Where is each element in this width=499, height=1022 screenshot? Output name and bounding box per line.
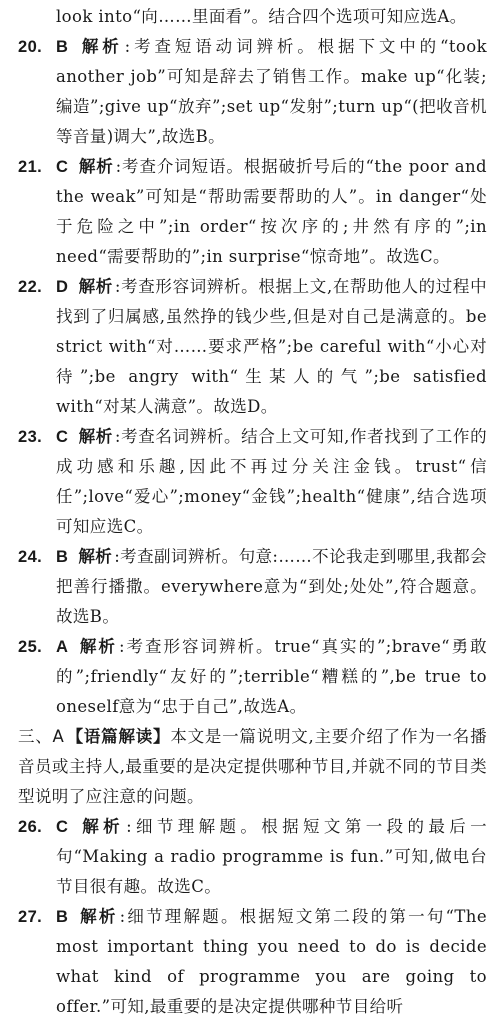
item-answer: B (56, 548, 69, 566)
item-answer: C (56, 818, 69, 836)
item-text: :考查名词辨析。结合上文可知,作者找到了工作的成功感和乐趣,因此不再过分关注金钱。trust“信任”;love“爱心”;money“金钱”;health“健康”,结合选项可知应选C。 (56, 427, 487, 536)
item-answer: C (56, 428, 69, 446)
answer-item-25 (18, 632, 487, 722)
item-body (56, 812, 487, 902)
item-number: 20. (18, 38, 43, 56)
item-label: 解析 (78, 547, 113, 566)
item-number: 22. (18, 278, 43, 296)
answer-item-24 (18, 542, 487, 632)
answer-item-27 (18, 902, 487, 1022)
item-number: 21. (18, 158, 43, 176)
item-label: 解析 (78, 37, 123, 56)
item-label: 解析 (78, 157, 114, 176)
item-text: :细节理解题。根据短文第一段的最后一句“Making a radio programme is fun.”可知,做电台节目很有趣。故选C。 (56, 817, 487, 896)
item-answer: A (56, 638, 69, 656)
section-passage-summary (18, 722, 487, 812)
item-body (56, 542, 487, 632)
item-text: :考查副词辨析。句意:……不论我走到哪里,我都会把善行播撒。everywhere意为“到处;处处”,符合题意。故选B。 (56, 547, 487, 626)
item-label: 解析 (78, 637, 117, 656)
item-answer: B (56, 908, 69, 926)
item-body (56, 422, 487, 542)
intro-text: look into“向……里面看”。结合四个选项可知应选A。 (56, 7, 467, 26)
item-answer: D (56, 278, 69, 296)
item-label: 解析 (78, 907, 118, 926)
answer-item-22 (18, 272, 487, 422)
section-title: 【语篇解读】 (66, 727, 171, 746)
item-number: 25. (18, 638, 43, 656)
item-label: 解析 (78, 817, 125, 836)
section-marker: 三、A (18, 727, 65, 746)
item-text: :考查形容词辨析。true“真实的”;brave“勇敢的”;friendly“友好的”;terrible“糟糕的”,be true to oneself意为“忠于自己”,故选A。 (56, 637, 487, 716)
section-text: 本文是一篇说明文,主要介绍了作为一名播音员或主持人,最重要的是决定提供哪种节目,并就不同的节目类型说明了应注意的问题。 (18, 727, 487, 806)
item-number: 27. (18, 908, 43, 926)
item-text: :细节理解题。根据短文第二段的第一句“The most important thing you need to do is decide what kind of programme you are going to offer.”可知,最重要的是决定提供哪种节目给听 (56, 907, 487, 1016)
item-number: 23. (18, 428, 43, 446)
item-label: 解析 (78, 427, 113, 446)
item-text: :考查形容词辨析。根据上文,在帮助他人的过程中找到了归属感,虽然挣的钱少些,但是对自己是满意的。be strict with“对……要求严格”;be careful with“小心对待”;be angry with“生某人的气”;be satisfied with“对某人满意”。故选D。 (56, 277, 487, 416)
item-answer: B (56, 38, 69, 56)
answer-item-20 (18, 32, 487, 152)
intro-continuation (18, 2, 487, 32)
item-text: :考查介词短语。根据破折号后的“the poor and the weak”可知是“帮助需要帮助的人”。in danger“处于危险之中”;in order“按次序的;井然有序的”;in need“需要帮助的”;in surprise“惊奇地”。故选C。 (56, 157, 487, 266)
item-body (56, 272, 487, 422)
item-body (56, 32, 487, 152)
section-body (18, 722, 487, 812)
item-number: 26. (18, 818, 43, 836)
item-body (56, 902, 487, 1022)
item-answer: C (56, 158, 69, 176)
item-body (56, 152, 487, 272)
item-text: :考查短语动词辨析。根据下文中的“took another job”可知是辞去了销售工作。make up“化装;编造”;give up“放弃”;set up“发射”;turn up“(把收音机等音量)调大”,故选B。 (56, 37, 487, 146)
answer-item-21 (18, 152, 487, 272)
item-body (56, 632, 487, 722)
answer-item-23 (18, 422, 487, 542)
item-number: 24. (18, 548, 43, 566)
answer-item-26 (18, 812, 487, 902)
item-label: 解析 (78, 277, 113, 296)
